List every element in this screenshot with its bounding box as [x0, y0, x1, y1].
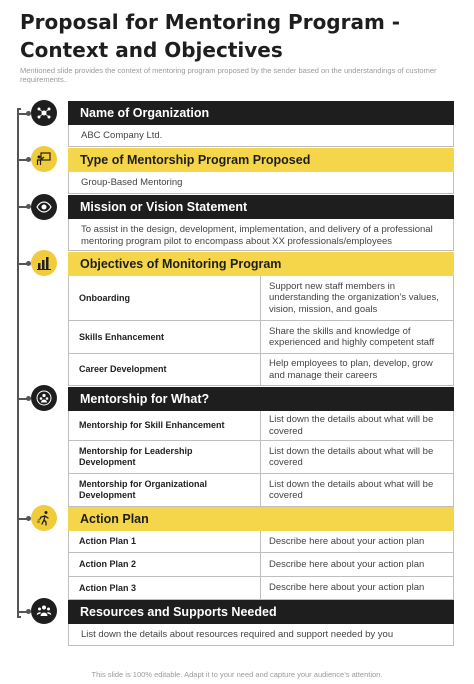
row-value: Describe here about your action plan — [269, 535, 425, 547]
eye-icon — [31, 194, 57, 220]
row-value: Describe here about your action plan — [269, 582, 425, 594]
row-value: List down the details about what will be covered — [269, 445, 434, 468]
timeline-tick — [19, 611, 29, 613]
timeline-line — [17, 108, 21, 618]
runner-icon — [31, 505, 57, 531]
mission-value: To assist in the design, development, implementation, and delivery of a professional mentoring program pilot to encompass about XX professionals/employees — [68, 219, 454, 251]
row-key: Mentorship for Skill Enhancement — [69, 411, 261, 440]
team-icon — [31, 385, 57, 411]
bar-chart-icon — [31, 250, 57, 276]
action-plan-table — [68, 531, 454, 600]
network-icon — [31, 100, 57, 126]
table-row — [69, 553, 453, 577]
row-key: Mentorship for Organizational Development — [69, 474, 261, 506]
timeline-tick — [19, 263, 29, 265]
mentorship-for-table — [68, 411, 454, 507]
table-row — [69, 577, 453, 600]
objectives-header: Objectives of Monitoring Program — [68, 252, 454, 276]
row-key: Onboarding — [69, 276, 261, 320]
table-row — [69, 321, 453, 354]
objectives-table — [68, 276, 454, 386]
organization-header: Name of Organization — [68, 101, 454, 125]
table-row — [69, 531, 453, 553]
row-value: Help employees to plan, develop, grow and manage their careers — [269, 358, 433, 381]
timeline-tick — [19, 518, 29, 520]
table-row — [69, 354, 453, 386]
row-key: Mentorship for Leadership Development — [69, 441, 261, 473]
mentorship-for-header: Mentorship for What? — [68, 387, 454, 411]
table-row — [69, 474, 453, 507]
timeline-tick — [19, 206, 29, 208]
footer-note: This slide is 100% editable. Adapt it to your need and capture your audience’s attention. — [91, 670, 383, 679]
table-row — [69, 411, 453, 441]
row-value: List down the details about what will be covered — [269, 414, 434, 437]
page-subtitle: Mentioned slide provides the context of mentoring program proposed by the sender based on the understandings of customer requirements.. — [20, 66, 437, 84]
row-key: Career Development — [69, 354, 261, 385]
mentorship-type-value: Group-Based Mentoring — [68, 172, 454, 194]
table-row — [69, 441, 453, 474]
row-key: Skills Enhancement — [69, 321, 261, 353]
resources-value: List down the details about resources required and support needed by you — [68, 624, 454, 646]
row-value: List down the details about what will be covered — [269, 478, 434, 501]
row-key: Action Plan 3 — [69, 577, 261, 599]
row-key: Action Plan 2 — [69, 553, 261, 576]
row-value: Share the skills and knowledge of experienced and highly competent staff — [269, 325, 435, 348]
mentorship-type-header: Type of Mentorship Program Proposed — [68, 148, 454, 172]
page-title: Proposal for Mentoring Program - Context and Objectives — [20, 10, 401, 62]
row-value: Describe here about your action plan — [269, 558, 425, 570]
row-key: Action Plan 1 — [69, 531, 261, 552]
timeline-tick — [19, 398, 29, 400]
organization-value: ABC Company Ltd. — [68, 125, 454, 147]
mission-header: Mission or Vision Statement — [68, 195, 454, 219]
resources-header: Resources and Supports Needed — [68, 600, 454, 624]
table-row — [69, 276, 453, 321]
timeline-tick — [19, 113, 29, 115]
timeline-tick — [19, 159, 29, 161]
action-plan-header: Action Plan — [68, 507, 454, 531]
row-value: Support new staff members in understanding the organization’s values, vision, mission, and goals — [269, 280, 439, 315]
group-icon — [31, 598, 57, 624]
presentation-icon — [31, 146, 57, 172]
